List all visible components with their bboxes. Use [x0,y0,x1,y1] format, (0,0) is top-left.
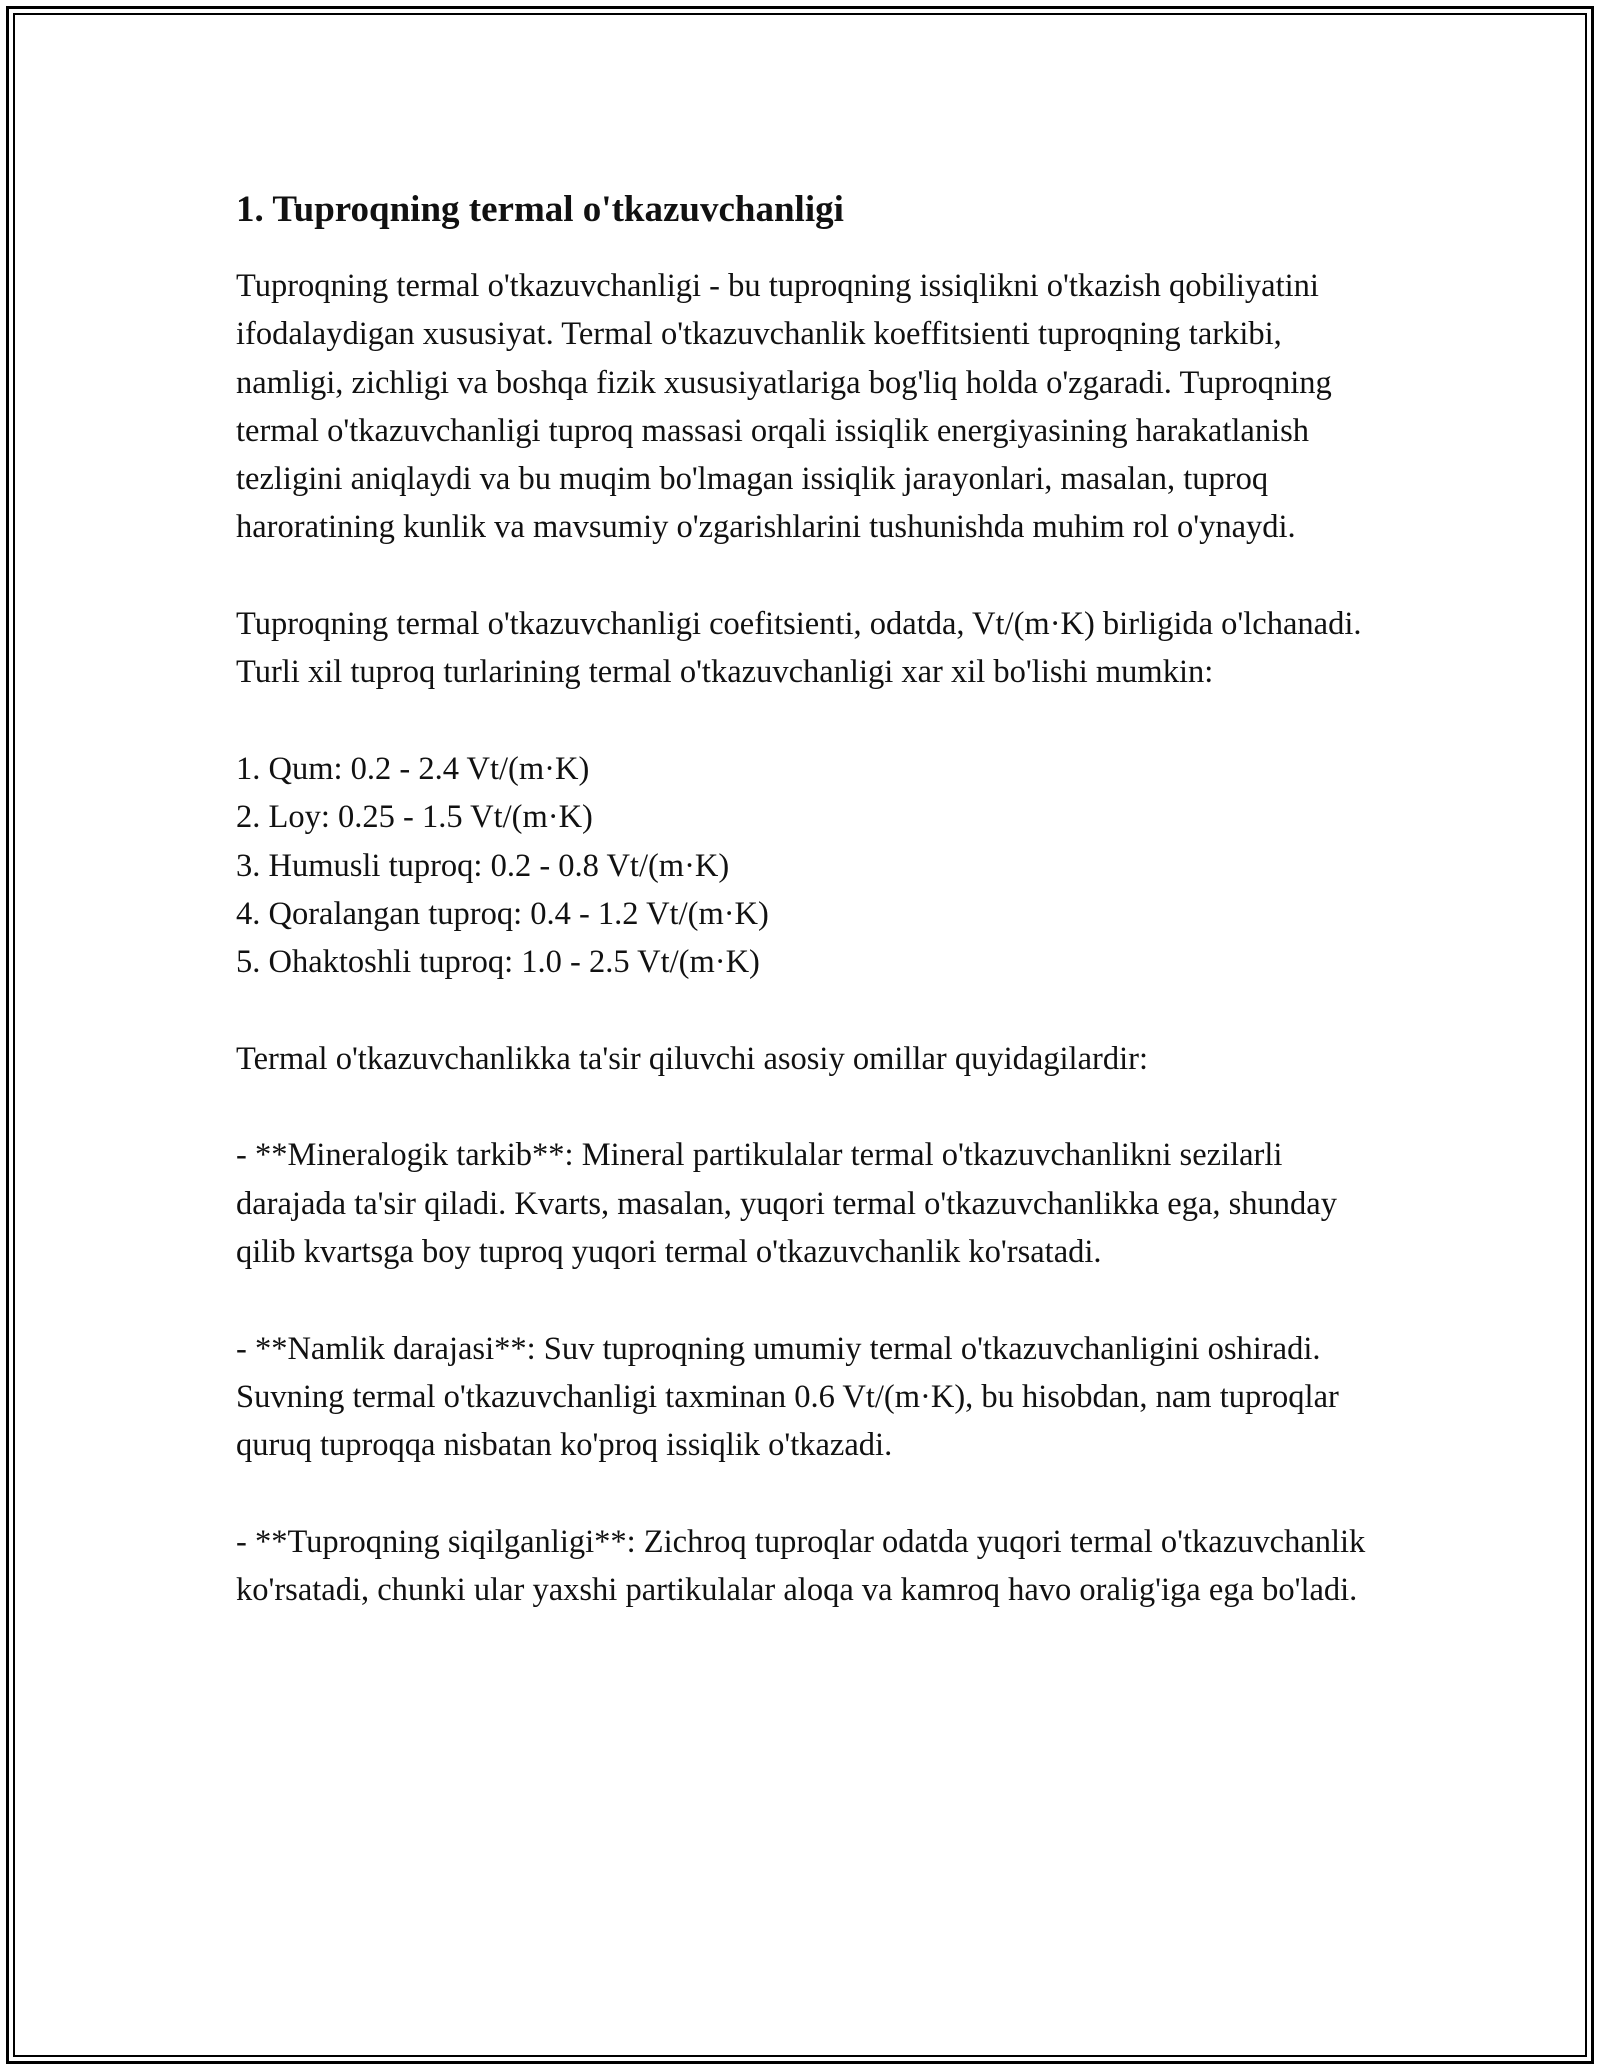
list-item: 3. Humusli tuproq: 0.2 - 0.8 Vt/(m·K) [236,847,730,884]
factor-moisture: - **Namlik darajasi**: Suv tuproqning umumiy termal o'tkazuvchanligini oshiradi. Suvning termal o'tkazuvchanligi taxminan 0.6 Vt/(m·K), bu hisobdan, nam tuproqlar quruq tuproqqa nisbatan ko'proq issiqlik o'tkazadi. [236,1330,1339,1464]
soil-type-list [236,745,1376,986]
factor-mineralogy: - **Mineralogik tarkib**: Mineral partikulalar termal o'tkazuvchanlikni sezilarli darajada ta'sir qiladi. Kvarts, masalan, yuqori termal o'tkazuvchanlikka ega, shunday qilib kvartsga boy tuproq yuqori termal o'tkazuvchanlik ko'rsatadi. [236,1137,1337,1270]
intro-paragraph: Tuproqning termal o'tkazuvchanligi - bu tuproqning issiqlikni o'tkazish qobiliyatini ifodalaydigan xususiyat. Termal o'tkazuvchanlik koeffitsienti tuproqning tarkibi, namligi, zichligi va boshqa fizik xususiyatlariga bog'liq holda o'zgaradi. Tuproqning termal o'tkazuvchanligi tuproq massasi orqali issiqlik energiyasining harakatlanish tezligini aniqlaydi va bu muqim bo'lmagan issiqlik jarayonlari, masalan, tuproq haroratining kunlik va mavsumiy o'zgarishlarini tushunishda muhim rol o'ynaydi. [236,268,1332,546]
section-title: 1. Tuproqning termal o'tkazuvchanligi [236,189,844,230]
paragraph-spacer [236,986,1376,1034]
list-item: 5. Ohaktoshli tuproq: 1.0 - 2.5 Vt/(m·K) [236,944,760,981]
list-item: 1. Qum: 0.2 - 2.4 Vt/(m·K) [236,750,590,787]
unit-paragraph: Tuproqning termal o'tkazuvchanligi coefitsienti, odatda, Vt/(m·K) birligida o'lchanadi. Turli xil tuproq turlarining termal o'tkazuvchanligi xar xil bo'lishi mumkin: [236,606,1362,691]
factor-compaction: - **Tuproqning siqilganligi**: Zichroq tuproqlar odatda yuqori termal o'tkazuvchanlik ko'rsatadi, chunki ular yaxshi partikulalar aloqa va kamroq havo oralig'iga ega bo'ladi. [236,1523,1366,1609]
list-item: 2. Loy: 0.25 - 1.5 Vt/(m·K) [236,799,593,836]
paragraph-spacer [236,1469,1376,1517]
document-body [236,186,1376,1614]
paragraph-spacer [236,1276,1376,1324]
factors-intro: Termal o'tkazuvchanlikka ta'sir qiluvchi asosiy omillar quyidagilardir: [236,1040,1148,1077]
paragraph-spacer [236,1083,1376,1131]
list-item: 4. Qoralangan tuproq: 0.4 - 1.2 Vt/(m·K) [236,895,769,932]
paragraph-spacer [236,697,1376,745]
paragraph-spacer [236,552,1376,600]
